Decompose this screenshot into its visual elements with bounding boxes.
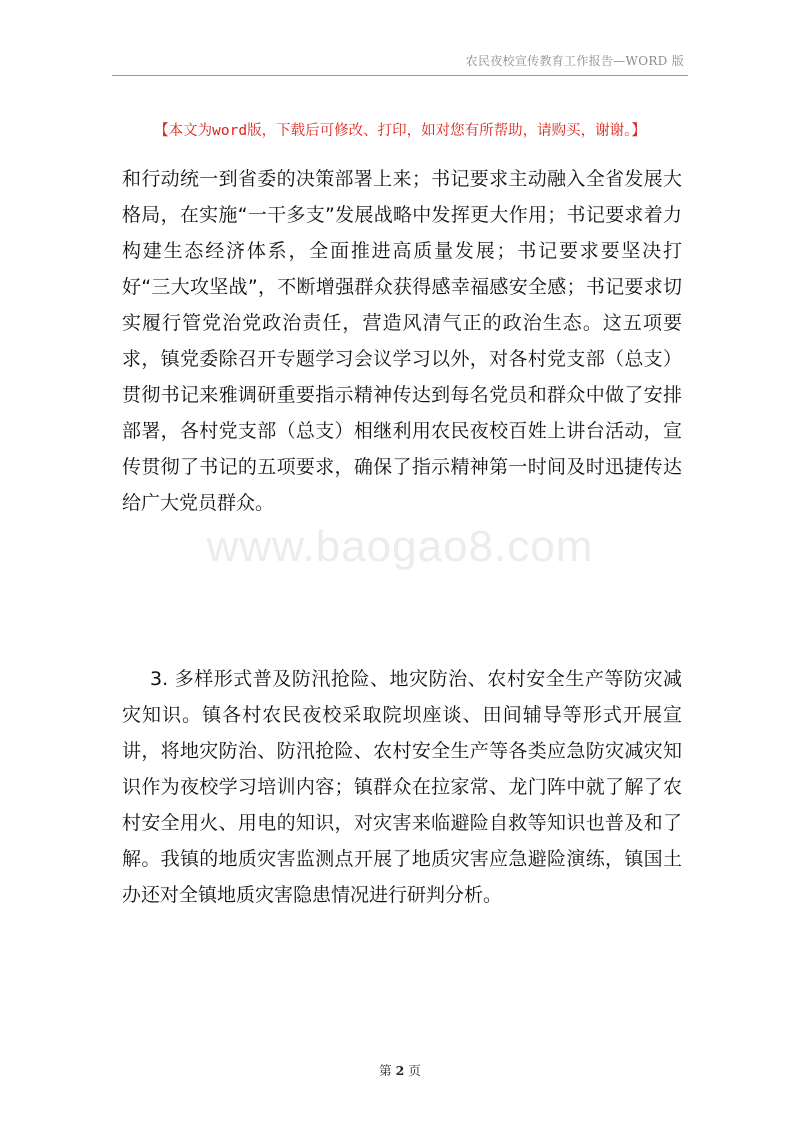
download-notice: 【本文为word版，下载后可修改、打印，如对您有所帮助，请购买，谢谢。】 <box>154 123 646 139</box>
watermark: www.baogao8.com <box>206 522 594 571</box>
page-number: 2 <box>395 1063 405 1078</box>
body-paragraph-1: 和行动统一到省委的决策部署上来；书记要求主动融入全省发展大格局，在实施“一干多支”发展战略中发挥更大作用；书记要求着力构建生态经济体系，全面推进高质量发展；书记要求要坚决打好“三大攻坚战”，不断增强群众获得感幸福感安全感；书记要求切实履行管党治党政治责任，营造风清气正的政治生态。这五项要求，镇党委除召开专题学习会议学习以外，对各村党支部（总支）贯彻书记来雅调研重要指示精神传达到每名党员和群众中做了安排部署，各村党支部（总支）相继利用农民夜校百姓上讲台活动，宣传贯彻了书记的五项要求，确保了指示精神第一时间及时迅捷传达给广大党员群众。 <box>122 168 682 514</box>
body-paragraph-2: 3. 多样形式普及防汛抢险、地灾防治、农村安全生产等防灾减灾知识。镇各村农民夜校采取院坝座谈、田间辅导等形式开展宣讲，将地灾防治、防汛抢险、农村安全生产等各类应急防灾减灾知识作为夜校学习培训内容；镇群众在拉家常、龙门阵中就了解了农村安全用火、用电的知识，对灾害来临避险自救等知识也普及和了解。我镇的地质灾害监测点开展了地质灾害应急避险演练，镇国土办还对全镇地质灾害隐患情况进行研判分析。 <box>122 668 682 906</box>
header-title: 农民夜校宣传教育工作报告—WORD 版 <box>465 54 684 68</box>
footer-suffix: 页 <box>408 1063 421 1078</box>
header-divider <box>112 75 688 76</box>
page-footer <box>0 1061 800 1079</box>
footer-prefix: 第 <box>379 1063 392 1078</box>
